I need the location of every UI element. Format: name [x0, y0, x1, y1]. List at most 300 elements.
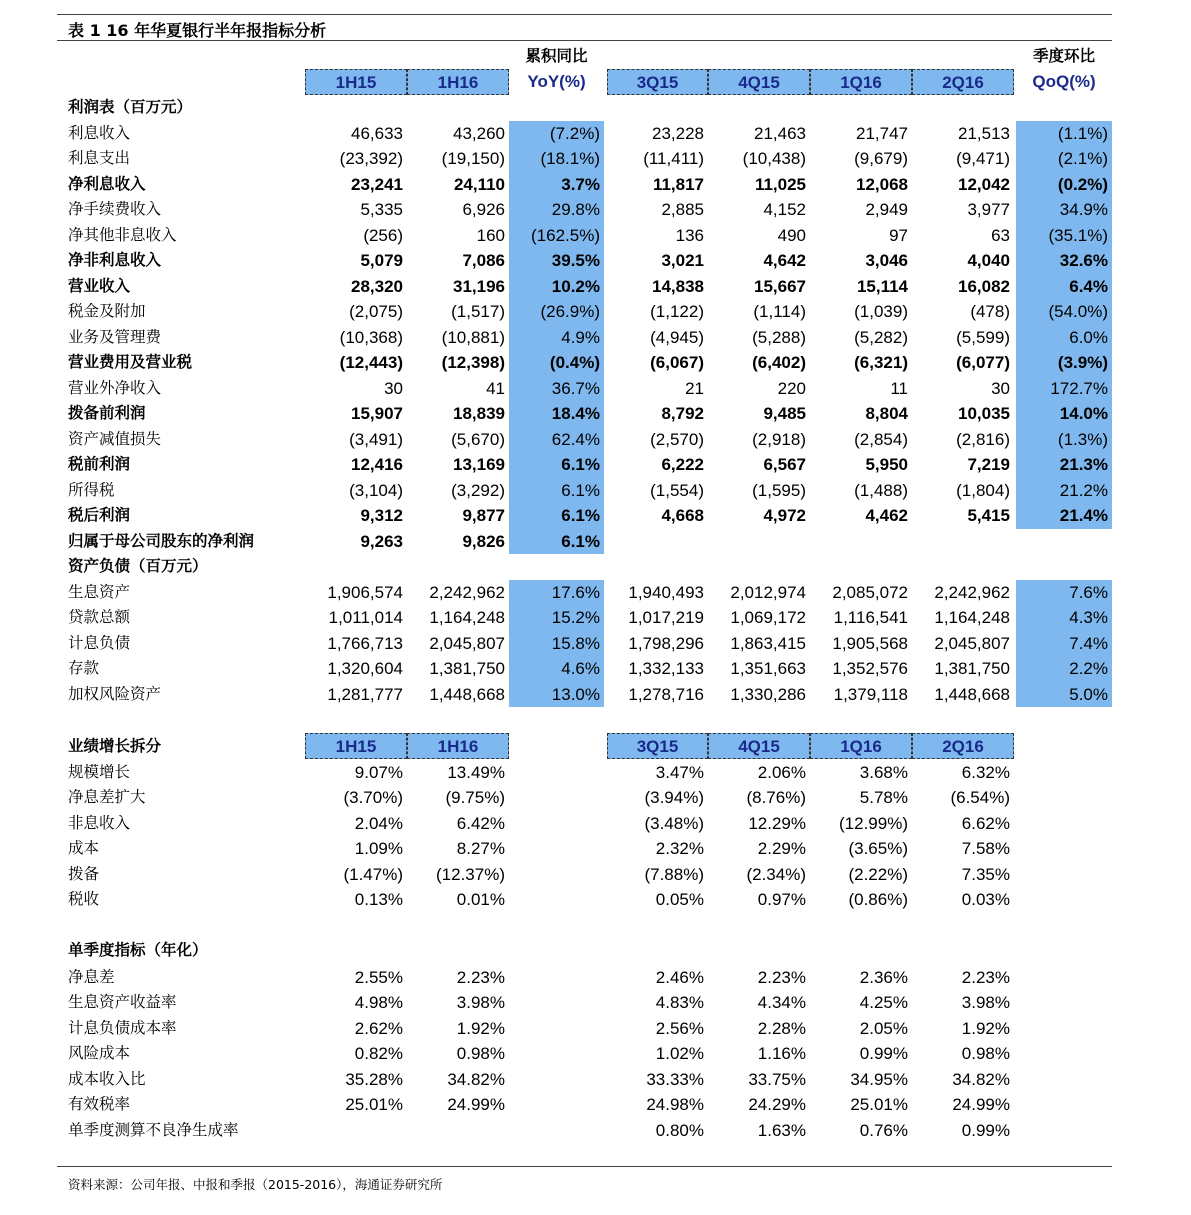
- row-label: 生息资产收益率: [68, 993, 177, 1011]
- table-cell: 160: [476, 225, 505, 245]
- table-cell: 1.63%: [757, 1120, 806, 1140]
- table-cell: (7.88%): [644, 864, 704, 884]
- table-cell: 12.29%: [748, 813, 806, 833]
- table-cell: 3.98%: [456, 993, 505, 1012]
- table-cell: (1,554): [650, 480, 704, 500]
- table-cell: 3,977: [967, 200, 1010, 219]
- table-cell: 7.35%: [961, 864, 1010, 884]
- table-cell: 5,335: [360, 200, 403, 219]
- row-label: 净利息收入: [68, 174, 146, 193]
- table-cell: 2.28%: [757, 1018, 806, 1038]
- table-cell: 9,485: [763, 404, 806, 423]
- table-cell: (10,368): [339, 327, 403, 347]
- table-cell: 4.25%: [859, 993, 908, 1012]
- table-cell: (3.65%): [848, 839, 908, 858]
- table-cell: (19,150): [441, 149, 505, 168]
- table-cell: 3,046: [865, 251, 908, 270]
- table-cell: 24,110: [453, 174, 505, 194]
- title-rule: [57, 40, 1112, 41]
- table-cell: 12,042: [958, 174, 1010, 194]
- table-cell: 4,642: [763, 251, 806, 270]
- table-cell: (1,804): [956, 480, 1010, 500]
- table-cell: 0.99%: [961, 1120, 1010, 1140]
- table-cell: 21,747: [856, 123, 908, 143]
- table-cell: 7,086: [462, 251, 505, 270]
- table-cell: 2.23%: [961, 967, 1010, 987]
- table-cell: 6.1%: [561, 531, 600, 551]
- table-cell: 15.8%: [551, 633, 600, 653]
- table-cell: (1.3%): [1057, 429, 1108, 449]
- table-cell: 3.47%: [655, 762, 704, 782]
- sub-header-4q15: 4Q15: [708, 733, 810, 759]
- table-cell: 2,949: [865, 200, 908, 219]
- table-cell: 8,792: [661, 404, 704, 423]
- yoy-group-label: 累积同比: [525, 47, 588, 65]
- table-cell: 18.4%: [551, 404, 600, 423]
- table-cell: (5,282): [854, 327, 908, 347]
- table-cell: 5.0%: [1069, 684, 1108, 704]
- row-label: 有效税率: [68, 1095, 131, 1113]
- table-cell: 136: [675, 225, 704, 245]
- table-cell: 1,351,663: [730, 659, 806, 678]
- table-cell: 1,798,296: [628, 633, 704, 653]
- table-cell: 9.07%: [354, 762, 403, 782]
- table-cell: 5,079: [360, 251, 403, 270]
- table-cell: (10,438): [742, 149, 806, 168]
- table-cell: 1,281,777: [327, 684, 403, 704]
- table-cell: (9,679): [854, 149, 908, 168]
- table-cell: 7.6%: [1069, 582, 1108, 602]
- table-cell: 1,320,604: [327, 659, 403, 678]
- col-header-yoy: YoY(%): [527, 72, 586, 91]
- row-label: 税后利润: [68, 506, 131, 524]
- table-cell: 4.3%: [1069, 608, 1108, 627]
- table-cell: 0.98%: [456, 1044, 505, 1063]
- table-cell: (0.4%): [549, 353, 600, 372]
- table-cell: 0.76%: [859, 1120, 908, 1140]
- table-cell: 2.56%: [655, 1018, 704, 1038]
- table-cell: 15,907: [351, 404, 403, 423]
- row-label: 非息收入: [68, 813, 131, 832]
- table-cell: 34.82%: [952, 1069, 1010, 1089]
- table-cell: 46,633: [351, 123, 403, 143]
- table-cell: 28,320: [351, 276, 403, 296]
- table-cell: 36.7%: [551, 378, 600, 398]
- row-label: 计息负债成本率: [68, 1018, 177, 1037]
- row-label: 净手续费收入: [68, 200, 162, 218]
- table-cell: (478): [970, 302, 1010, 321]
- table-cell: 41: [486, 378, 505, 398]
- table-cell: (2,816): [956, 429, 1010, 449]
- table-cell: 1,381,750: [934, 659, 1010, 678]
- table-cell: (2.34%): [746, 864, 806, 884]
- table-cell: 1,352,576: [832, 659, 908, 678]
- row-label: 利息支出: [68, 149, 131, 167]
- table-cell: 15,114: [856, 276, 908, 296]
- table-cell: 21,463: [754, 123, 806, 143]
- table-cell: (1,517): [451, 302, 505, 321]
- table-cell: 1,940,493: [628, 582, 704, 602]
- table-cell: 1,381,750: [429, 659, 505, 678]
- table-cell: (3,491): [349, 429, 403, 449]
- table-cell: 39.5%: [551, 251, 600, 270]
- table-cell: 3.68%: [859, 762, 908, 782]
- table-cell: 1,448,668: [429, 684, 505, 704]
- table-cell: 6.1%: [561, 506, 600, 525]
- table-cell: 25.01%: [345, 1095, 403, 1114]
- table-cell: (6,321): [854, 353, 908, 372]
- table-cell: 3.98%: [961, 993, 1010, 1012]
- table-cell: 4,040: [967, 251, 1010, 270]
- table-cell: 2,012,974: [730, 582, 806, 602]
- table-cell: 7.4%: [1069, 633, 1108, 653]
- table-cell: 2.2%: [1069, 659, 1108, 678]
- table-cell: 1,164,248: [429, 608, 505, 627]
- col-header-1h16: 1H16: [407, 69, 509, 95]
- row-label: 净息差: [68, 967, 115, 986]
- table-cell: (12,398): [441, 353, 505, 372]
- table-cell: 2.46%: [655, 967, 704, 987]
- table-cell: 34.9%: [1059, 200, 1108, 219]
- table-cell: 2.32%: [655, 839, 704, 858]
- table-cell: 0.13%: [354, 890, 403, 909]
- table-cell: (10,881): [441, 327, 505, 347]
- table-cell: 30: [991, 378, 1010, 398]
- table-cell: 1,766,713: [327, 633, 403, 653]
- table-cell: (0.86%): [848, 890, 908, 909]
- row-label: 所得税: [68, 480, 115, 499]
- table-cell: 9,263: [360, 531, 403, 551]
- row-label: 计息负债: [68, 633, 131, 652]
- table-cell: (2.1%): [1057, 149, 1108, 168]
- table-cell: 11,817: [652, 174, 704, 194]
- table-cell: 24.98%: [646, 1095, 704, 1114]
- table-cell: 0.82%: [354, 1044, 403, 1063]
- table-cell: 1,906,574: [327, 582, 403, 602]
- table-cell: 7,219: [967, 455, 1010, 474]
- table-cell: 30: [384, 378, 403, 398]
- table-cell: 4,152: [763, 200, 806, 219]
- table-cell: 3,021: [661, 251, 704, 270]
- table-cell: (18.1%): [540, 149, 600, 168]
- table-cell: 5,415: [967, 506, 1010, 525]
- row-label: 利息收入: [68, 123, 131, 142]
- table-cell: 1.92%: [456, 1018, 505, 1038]
- table-cell: 97: [889, 225, 908, 245]
- table-cell: (6,402): [752, 353, 806, 372]
- table-cell: (1,039): [854, 302, 908, 321]
- table-cell: (3,104): [349, 480, 403, 500]
- table-cell: 1.16%: [757, 1044, 806, 1063]
- row-label: 净息差扩大: [68, 788, 146, 806]
- table-cell: 21,513: [958, 123, 1010, 143]
- table-cell: 13,169: [453, 455, 505, 474]
- table-cell: 2.06%: [757, 762, 806, 782]
- table-cell: 4.34%: [757, 993, 806, 1012]
- row-label: 成本: [68, 839, 100, 857]
- table-cell: 0.05%: [655, 890, 704, 909]
- row-label: 营业收入: [68, 276, 131, 295]
- table-cell: 9,312: [360, 506, 403, 525]
- table-cell: 6.1%: [561, 455, 600, 474]
- col-header-4q15: 4Q15: [708, 69, 810, 95]
- row-label: 拨备: [68, 864, 100, 883]
- table-cell: 24.29%: [748, 1095, 806, 1114]
- table-cell: (9,471): [956, 149, 1010, 168]
- table-cell: (35.1%): [1048, 225, 1108, 245]
- table-cell: 2.29%: [757, 839, 806, 858]
- table-cell: (1.1%): [1057, 123, 1108, 143]
- col-header-1q16: 1Q16: [810, 69, 912, 95]
- table-cell: 21.2%: [1059, 480, 1108, 500]
- table-cell: 0.80%: [655, 1120, 704, 1140]
- table-cell: 4.9%: [561, 327, 600, 347]
- table-cell: 12,068: [856, 174, 908, 194]
- table-cell: 1.02%: [655, 1044, 704, 1063]
- section-title: 单季度指标（年化）: [68, 941, 208, 959]
- table-cell: (1,114): [753, 302, 806, 321]
- table-cell: 24.99%: [952, 1095, 1010, 1114]
- table-cell: (54.0%): [1048, 302, 1108, 321]
- table-cell: 6.42%: [456, 813, 505, 833]
- table-cell: 10.2%: [551, 276, 600, 296]
- table-cell: 1,017,219: [628, 608, 704, 627]
- table-cell: 15,667: [754, 276, 806, 296]
- table-cell: (1.47%): [343, 864, 403, 884]
- table-cell: 23,241: [351, 174, 403, 194]
- table-cell: 17.6%: [551, 582, 600, 602]
- table-cell: 6.4%: [1069, 276, 1108, 296]
- table-title: 表 1 16 年华夏银行半年报指标分析: [68, 21, 327, 40]
- table-cell: (12,443): [339, 353, 403, 372]
- table-cell: 1.92%: [961, 1018, 1010, 1038]
- table-cell: (3,292): [451, 480, 505, 500]
- table-cell: 1,116,541: [833, 608, 908, 627]
- col-header-1h15: 1H15: [305, 69, 407, 95]
- table-cell: 21: [685, 378, 704, 398]
- table-cell: (162.5%): [531, 225, 600, 245]
- row-label: 风险成本: [68, 1044, 131, 1062]
- table-cell: (23,392): [339, 149, 403, 168]
- table-cell: 29.8%: [551, 200, 600, 219]
- table-cell: 6,222: [661, 455, 704, 474]
- table-cell: 9,826: [462, 531, 505, 551]
- sub-header-1h16: 1H16: [407, 733, 509, 759]
- sub-header-1h15: 1H15: [305, 733, 407, 759]
- table-cell: 220: [777, 378, 806, 398]
- sub-header-1q16: 1Q16: [810, 733, 912, 759]
- table-cell: 21.3%: [1059, 455, 1108, 474]
- col-header-3q15: 3Q15: [607, 69, 708, 95]
- table-cell: 4,972: [763, 506, 806, 525]
- row-label: 存款: [68, 659, 100, 677]
- table-cell: 21.4%: [1059, 506, 1108, 525]
- top-rule: [57, 14, 1112, 15]
- table-cell: (26.9%): [540, 302, 600, 321]
- table-cell: (256): [363, 225, 403, 245]
- table-cell: 6.0%: [1069, 327, 1108, 347]
- table-cell: 2,242,962: [934, 582, 1010, 602]
- section-title: 利润表（百万元）: [68, 98, 193, 116]
- row-label: 营业外净收入: [68, 378, 162, 397]
- table-cell: 2,045,807: [934, 633, 1010, 653]
- table-cell: 10,035: [958, 404, 1010, 423]
- table-cell: (2.22%): [848, 864, 908, 884]
- table-cell: (1,488): [854, 480, 908, 500]
- table-cell: 2,085,072: [832, 582, 908, 602]
- row-label: 业务及管理费: [68, 327, 162, 346]
- table-cell: 6.32%: [961, 762, 1010, 782]
- sub-header-3q15: 3Q15: [607, 733, 708, 759]
- table-cell: 4,668: [661, 506, 704, 525]
- row-label: 成本收入比: [68, 1069, 146, 1088]
- table-cell: 1,164,248: [934, 608, 1010, 627]
- table-cell: 31,196: [453, 276, 505, 296]
- row-label: 资产减值损失: [68, 429, 162, 448]
- row-label: 规模增长: [68, 762, 131, 781]
- table-cell: 6.1%: [561, 480, 600, 500]
- row-label: 净非利息收入: [68, 251, 162, 269]
- table-cell: 0.97%: [757, 890, 806, 909]
- table-cell: 0.01%: [456, 890, 505, 909]
- table-cell: 33.33%: [646, 1069, 704, 1089]
- table-cell: (6,067): [650, 353, 704, 372]
- table-cell: 4.83%: [655, 993, 704, 1012]
- table-cell: (4,945): [650, 327, 704, 347]
- table-cell: (2,570): [650, 429, 704, 449]
- table-cell: (2,854): [854, 429, 908, 449]
- table-cell: 2,045,807: [429, 633, 505, 653]
- table-cell: 1,332,133: [628, 659, 704, 678]
- table-cell: 8.27%: [456, 839, 505, 858]
- table-cell: 1,330,286: [730, 684, 806, 704]
- table-cell: 2.23%: [757, 967, 806, 987]
- row-label: 税金及附加: [68, 302, 146, 320]
- table-cell: 2.55%: [354, 967, 403, 987]
- table-cell: 33.75%: [748, 1069, 806, 1089]
- table-cell: (3.94%): [644, 788, 704, 807]
- table-cell: 172.7%: [1050, 378, 1108, 398]
- table-cell: (12.99%): [839, 813, 908, 833]
- table-cell: 2,242,962: [429, 582, 505, 602]
- table-cell: 1.09%: [354, 839, 403, 858]
- table-cell: 2.05%: [859, 1018, 908, 1038]
- qoq-group-label: 季度环比: [1032, 47, 1095, 65]
- table-cell: 0.99%: [859, 1044, 908, 1063]
- table-cell: 1,905,568: [832, 633, 908, 653]
- table-cell: (9.75%): [445, 788, 505, 807]
- table-cell: 2.23%: [456, 967, 505, 987]
- table-cell: 1,863,415: [730, 633, 806, 653]
- table-cell: 11,025: [754, 174, 806, 194]
- table-cell: (1,595): [752, 480, 806, 500]
- table-cell: 1,069,172: [730, 608, 806, 627]
- table-cell: 14.0%: [1059, 404, 1108, 423]
- table-cell: (5,599): [956, 327, 1010, 347]
- table-cell: (3.9%): [1057, 353, 1108, 372]
- table-cell: 2.36%: [859, 967, 908, 987]
- table-cell: 63: [991, 225, 1010, 245]
- table-cell: 14,838: [652, 276, 704, 296]
- table-cell: 2.04%: [354, 813, 403, 833]
- table-cell: 13.0%: [551, 684, 600, 704]
- table-cell: 0.98%: [961, 1044, 1010, 1063]
- table-cell: (5,288): [752, 327, 806, 347]
- table-cell: 6,567: [763, 455, 806, 474]
- table-cell: 1,011,014: [328, 608, 403, 627]
- table-cell: 18,839: [453, 404, 505, 423]
- table-cell: 1,278,716: [628, 684, 704, 704]
- table-cell: 34.95%: [850, 1069, 908, 1089]
- table-cell: 15.2%: [551, 608, 600, 627]
- table-cell: 24.99%: [447, 1095, 505, 1114]
- table-cell: 1,379,118: [833, 684, 908, 704]
- table-cell: (6,077): [956, 353, 1010, 372]
- table-cell: 8,804: [865, 404, 908, 423]
- table-cell: (11,411): [643, 149, 704, 168]
- table-cell: 62.4%: [551, 429, 600, 449]
- table-cell: 32.6%: [1059, 251, 1108, 270]
- table-cell: 4,462: [865, 506, 908, 525]
- table-cell: 25.01%: [850, 1095, 908, 1114]
- table-cell: 34.82%: [447, 1069, 505, 1089]
- table-cell: 2,885: [661, 200, 704, 219]
- row-label: 营业费用及营业税: [68, 353, 193, 371]
- table-cell: (1,122): [650, 302, 704, 321]
- source-note: 资料来源：公司年报、中报和季报（2015-2016），海通证券研究所: [68, 1177, 443, 1192]
- table-cell: 16,082: [958, 276, 1010, 296]
- section-title: 资产负债（百万元）: [68, 557, 208, 575]
- table-cell: 0.03%: [961, 890, 1010, 909]
- table-cell: 4.6%: [561, 659, 600, 678]
- row-label: 单季度测算不良净生成率: [68, 1120, 239, 1139]
- table-cell: (6.54%): [950, 788, 1010, 807]
- row-label: 税前利润: [68, 455, 131, 473]
- table-cell: 13.49%: [447, 762, 505, 782]
- table-cell: 2.62%: [354, 1018, 403, 1038]
- section-title: 业绩增长拆分: [68, 737, 162, 755]
- col-header-2q16: 2Q16: [912, 69, 1014, 95]
- table-cell: 35.28%: [345, 1069, 403, 1089]
- table-cell: 6.62%: [961, 813, 1010, 833]
- table-cell: 490: [777, 225, 806, 245]
- bottom-rule: [57, 1166, 1112, 1167]
- row-label: 生息资产: [68, 582, 131, 601]
- table-cell: (2,075): [349, 302, 403, 321]
- row-label: 加权风险资产: [68, 684, 162, 703]
- table-cell: (5,670): [451, 429, 505, 449]
- row-label: 净其他非息收入: [68, 225, 177, 244]
- row-label: 拨备前利润: [68, 404, 146, 422]
- table-cell: 12,416: [351, 455, 403, 474]
- table-cell: 43,260: [453, 123, 505, 143]
- col-header-qoq: QoQ(%): [1032, 72, 1096, 91]
- table-cell: 3.7%: [561, 174, 600, 194]
- table-cell: (12.37%): [436, 864, 505, 884]
- table-cell: 6,926: [462, 200, 505, 219]
- table-cell: 4.98%: [354, 993, 403, 1012]
- row-label: 税收: [68, 890, 100, 908]
- table-cell: (3.70%): [343, 788, 403, 807]
- table-cell: 5,950: [865, 455, 908, 474]
- table-cell: 5.78%: [859, 788, 908, 807]
- row-label: 归属于母公司股东的净利润: [68, 531, 255, 550]
- table-cell: (3.48%): [644, 813, 704, 833]
- table-cell: (7.2%): [549, 123, 600, 143]
- table-cell: 1,448,668: [934, 684, 1010, 704]
- sub-header-2q16: 2Q16: [912, 733, 1014, 759]
- table-cell: 23,228: [652, 123, 704, 143]
